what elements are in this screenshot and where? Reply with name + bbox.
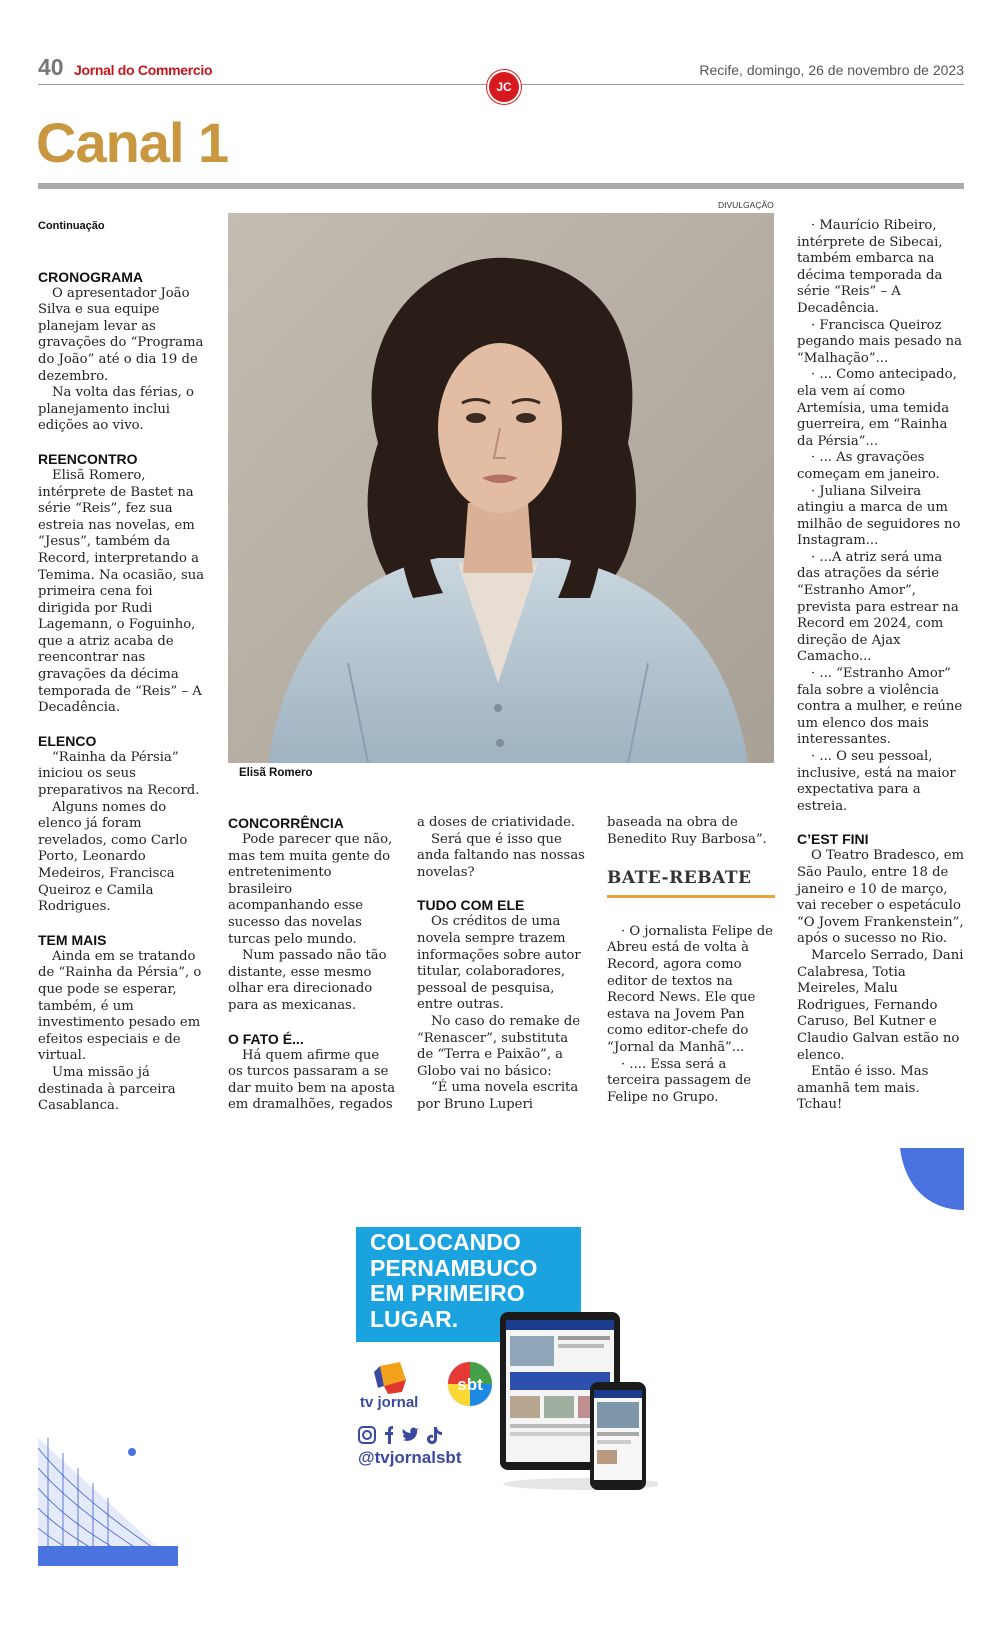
column-1 xyxy=(38,218,206,1115)
paragraph: O Teatro Bradesco, em São Paulo, entre 18 de janeiro e 10 de março, vai receber o espetáculo “O Jovem Frankenstein”, após o sucesso no Rio. xyxy=(797,848,965,947)
tv-jornal-label: tv jornal xyxy=(360,1394,419,1411)
paragraph: · ... “Estranho Amor” fala sobre a violência contra a mulher, e reúne um elenco dos mais interessantes. xyxy=(797,666,963,748)
photo-credit: DIVULGAÇÃO xyxy=(718,200,774,210)
portrait-photo xyxy=(228,213,774,763)
column-3 xyxy=(417,815,585,1114)
paragraph: baseada na obra de Benedito Ruy Barbosa”. xyxy=(607,815,767,847)
kicker-tudo-com-ele: TUDO COM ELE xyxy=(417,897,525,914)
ad-headline-line: COLOCANDO xyxy=(370,1229,521,1255)
section-rule xyxy=(38,183,964,189)
paragraph: Elisã Romero, intérprete de Bastet na série “Reis”, fez sua estreia nas novelas, em “Jesus”, também da Record, interpretando a Temima. Na ocasião, sua primeira cena foi dirigida por Rudi Lagemann, o Foguinho, que a atriz acaba de reencontrar nas gravações da décima temporada de “Reis” – A Decadência. xyxy=(38,467,205,716)
paragraph: Será que é isso que anda faltando nas nossas novelas? xyxy=(417,831,585,880)
paragraph: Há quem afirme que os turcos passaram a se dar muito bem na aposta em dramalhões, regados xyxy=(228,1047,396,1113)
instagram-icon xyxy=(359,1427,375,1443)
paragraph: Pode parecer que não, mas tem muita gente do entretenimento brasileiro acompanhando esse sucesso das novelas turcas pelo mundo. xyxy=(228,832,393,947)
paragraph: · ... As gravações começam em janeiro. xyxy=(797,450,940,482)
ad-headline-line: EM PRIMEIRO xyxy=(370,1280,525,1306)
paragraph: “Rainha da Pérsia” iniciou os seus preparativos na Record. xyxy=(38,749,200,799)
paragraph: · ...A atriz será uma das atrações da série “Estranho Amor”, prevista para estrear na Record em 2024, com direção de Ajax Camacho... xyxy=(797,549,959,665)
kicker-concorrencia: CONCORRÊNCIA xyxy=(228,815,344,831)
jc-logo-badge: JC xyxy=(487,70,521,104)
sbt-label: sbt xyxy=(457,1375,483,1394)
column-4 xyxy=(607,815,775,1106)
ad-headline-line: PERNAMBUCO xyxy=(370,1254,538,1281)
paragraph: · Francisca Queiroz pegando mais pesado na “Malhação”... xyxy=(797,317,962,366)
tiktok-icon xyxy=(427,1427,442,1444)
paragraph: Uma missão já destinada à parceira Casablanca. xyxy=(38,1064,176,1114)
kicker-o-fato-e: O FATO É... xyxy=(228,1030,304,1047)
newspaper-name: Jornal do Commercio xyxy=(74,62,213,78)
paragraph: a doses de criatividade. xyxy=(417,815,576,830)
kicker-elenco: ELENCO xyxy=(38,732,97,749)
dateline: Recife, domingo, 26 de novembro de 2023 xyxy=(699,62,964,78)
paragraph: · ... Como antecipado, ela vem aí como Artemísia, uma temida guerreira, em “Rainha da Pérsia”... xyxy=(797,367,957,449)
column-5 xyxy=(797,218,965,1114)
paragraph: “É uma novela escrita por Bruno Luperi xyxy=(417,1080,579,1112)
paragraph: No caso do remake de “Renascer”, substituta de “Terra e Paixão”, a Globo vai no básico: xyxy=(417,1013,581,1079)
paragraph: O apresentador João Silva e sua equipe planejam levar as gravações do “Programa do João” até o dia 19 de dezembro. xyxy=(38,285,204,384)
continuation-label: Continuação xyxy=(38,220,105,232)
paragraph: Ainda em se tratando de “Rainha da Pérsia”, o que pode se esperar, também, é um investimento pesado em efeitos especiais e de virtual. xyxy=(38,948,202,1064)
bate-rebate-rule xyxy=(607,895,775,898)
paragraph: Na volta das férias, o planejamento inclui edições ao vivo. xyxy=(38,385,194,434)
photo-caption: Elisã Romero xyxy=(239,767,313,779)
paragraph: · .... Essa será a terceira passagem de Felipe no Grupo. xyxy=(607,1056,752,1105)
column-2 xyxy=(228,815,396,1114)
twitter-icon xyxy=(403,1428,419,1441)
kicker-cronograma: CRONOGRAMA xyxy=(38,268,143,285)
paragraph: · Maurício Ribeiro, intérprete de Sibecai, também embarca na décima temporada da série “Reis” – A Decadência. xyxy=(797,218,943,316)
decorative-shape xyxy=(900,1148,964,1210)
social-handle: @tvjornalsbt xyxy=(358,1448,462,1467)
bate-rebate-title: BATE-REBATE xyxy=(607,868,752,889)
paragraph: Marcelo Serrado, Dani Calabresa, Totia Meireles, Malu Rodrigues, Fernando Caruso, Bel Kutner e Claudio Galvan estão no elenco. xyxy=(797,947,964,1063)
paragraph: · Juliana Silveira atingiu a marca de um milhão de seguidores no Instagram... xyxy=(797,483,961,549)
kicker-tem-mais: TEM MAIS xyxy=(38,931,107,948)
section-title: Canal 1 xyxy=(36,111,229,174)
social-icons xyxy=(358,1425,458,1445)
decorative-wireframe-shape xyxy=(38,1438,178,1566)
paragraph: · O jornalista Felipe de Abreu está de volta à Record, agora como editor de textos na Record News. Ele que estava na Jovem Pan como editor-chefe do “Jornal da Manhã”... xyxy=(607,923,773,1055)
page-number: 40 xyxy=(38,54,64,80)
ad-headline-line: LUGAR. xyxy=(370,1305,459,1332)
devices-mockup-icon xyxy=(498,1312,658,1494)
paragraph: · ... O seu pessoal, inclusive, está na maior expectativa para a estreia. xyxy=(797,749,956,814)
kicker-cest-fini: C’EST FINI xyxy=(797,831,869,848)
facebook-icon xyxy=(385,1426,393,1444)
paragraph: Alguns nomes do elenco já foram revelados, como Carlo Porto, Leonardo Medeiros, Francisca Queiroz e Camila Rodrigues. xyxy=(38,799,188,915)
sbt-logo xyxy=(446,1360,494,1408)
paragraph: Num passado não tão distante, esse mesmo olhar era direcionado para as mexicanas. xyxy=(228,948,387,1013)
paragraph: Então é isso. Mas amanhã tem mais. Tchau! xyxy=(797,1064,929,1113)
kicker-reencontro: REENCONTRO xyxy=(38,450,138,467)
paragraph: Os créditos de uma novela sempre trazem informações sobre autor titular, colaboradores, pessoal de pesquisa, entre outras. xyxy=(417,914,581,1013)
